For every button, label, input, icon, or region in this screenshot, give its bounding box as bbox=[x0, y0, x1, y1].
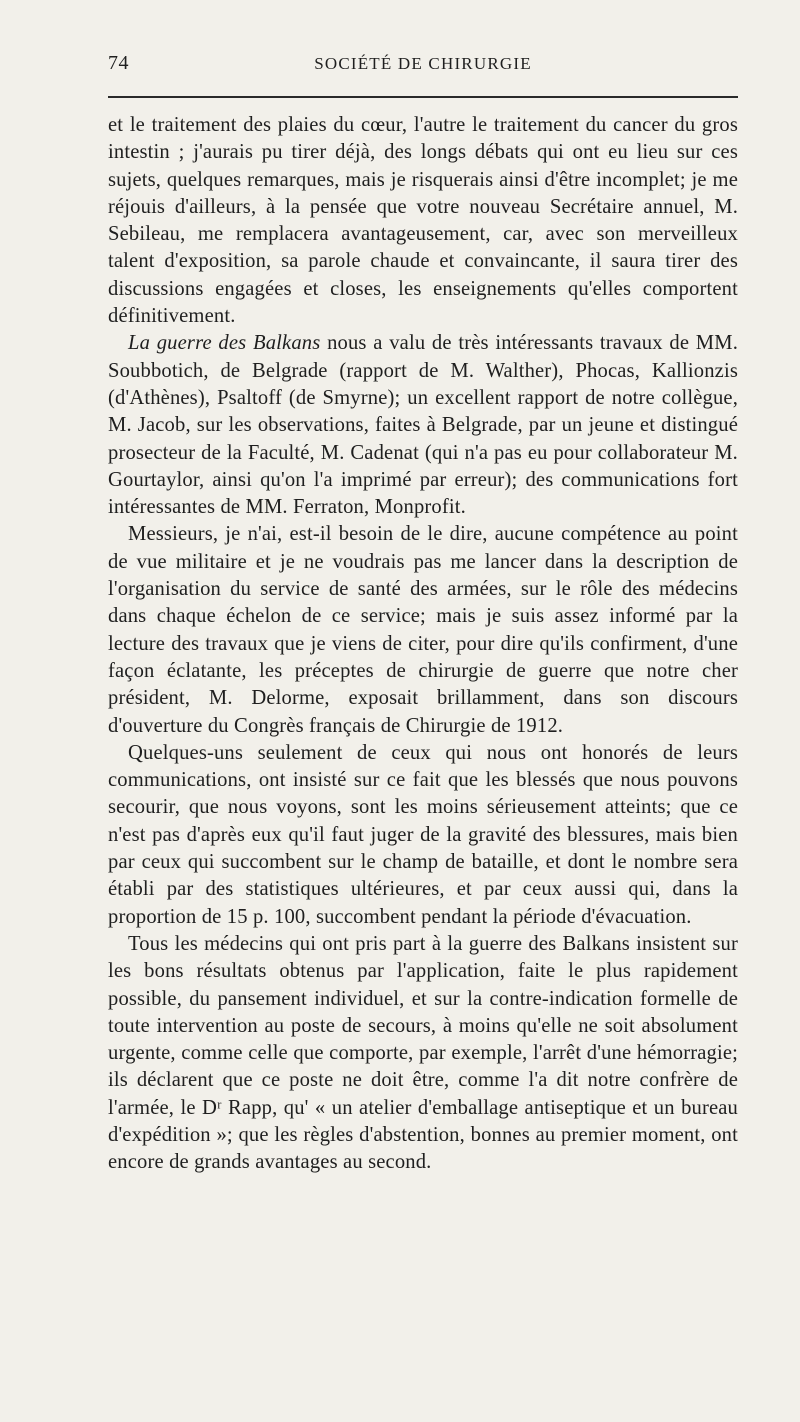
italic-title: La guerre des Balkans bbox=[128, 332, 321, 355]
paragraph: Quelques-uns seulement de ceux qui nous ont honorés de leurs communications, ont insisté sur ce fait que les blessés que nous pouvons secourir, que nous voyons, sont les moins sérieusement atteints; que ce n'est pas d'après eux qu'il faut juger de la gravité des blessures, mais bien par ceux qui succombent sur le champ de bataille, et dont le nombre sera établi par des statistiques ultérieures, et par ceux aussi qui, dans la proportion de 15 p. 100, succombent pendant la période d'évacuation. bbox=[108, 741, 738, 928]
body-text bbox=[108, 112, 738, 1177]
paragraph: Messieurs, je n'ai, est-il besoin de le dire, aucune compétence au point de vue militaire et je ne voudrais pas me lancer dans la description de l'organisation du service de santé des armées, sur le rôle des médecins dans chaque échelon de ce service; mais je suis assez informé par la lecture des travaux que je viens de citer, pour dire qu'ils confirment, d'une façon éclatante, les préceptes de chirurgie de guerre que notre cher président, M. Delorme, exposait brillamment, dans son discours d'ouverture du Congrès français de Chirurgie de 1912. bbox=[108, 523, 738, 737]
paragraph-text: nous a valu de très intéressants travaux de MM. Soubbotich, de Belgrade (rapport de M. Walther), Phocas, Kallionzis (d'Athènes), Psaltoff (de Smyrne); un excellent rapport de notre collègue, M. Jacob, sur les observations, faites à Belgrade, par un jeune et distingué prosecteur de la Faculté, M. Cadenat (qui n'a pas eu pour collaborateur M. Gourtaylor, ainsi qu'on l'a imprimé par erreur); des communications fort intéressantes de MM. Ferraton, Monprofit. bbox=[108, 332, 738, 519]
page-header bbox=[108, 52, 738, 78]
header-rule bbox=[108, 96, 738, 98]
paragraph: et le traitement des plaies du cœur, l'autre le traitement du cancer du gros intestin ; j'aurais pu tirer déjà, des longs débats qui ont eu lieu sur ces sujets, quelques remarques, mais je risquerais ainsi d'être incomplet; je me réjouis d'ailleurs, à la pensée que votre nouveau Secrétaire annuel, M. Sebileau, me remplacera avantageusement, car, avec son merveilleux talent d'exposition, sa parole chaude et convaincante, il saura tirer des discussions engagées et closes, les enseignements qu'elles comportent définitivement. bbox=[108, 114, 738, 328]
running-title: SOCIÉTÉ DE CHIRURGIE bbox=[314, 54, 532, 73]
paragraph bbox=[108, 330, 738, 521]
paragraph: Tous les médecins qui ont pris part à la guerre des Balkans insistent sur les bons résultats obtenus par l'application, faite le plus rapidement possible, du pansement individuel, et sur la contre-indication formelle de toute intervention au poste de secours, à moins qu'elle ne soit absolument urgente, comme celle que comporte, par exemple, l'arrêt d'une hémorragie; ils déclarent que ce poste ne doit être, comme l'a dit notre confrère de l'armée, le Dʳ Rapp, qu' « un atelier d'emballage antiseptique et un bureau d'expédition »; que les règles d'abstention, bonnes au premier moment, ont encore de grands avantages au second. bbox=[108, 932, 738, 1174]
page-number: 74 bbox=[108, 52, 129, 74]
